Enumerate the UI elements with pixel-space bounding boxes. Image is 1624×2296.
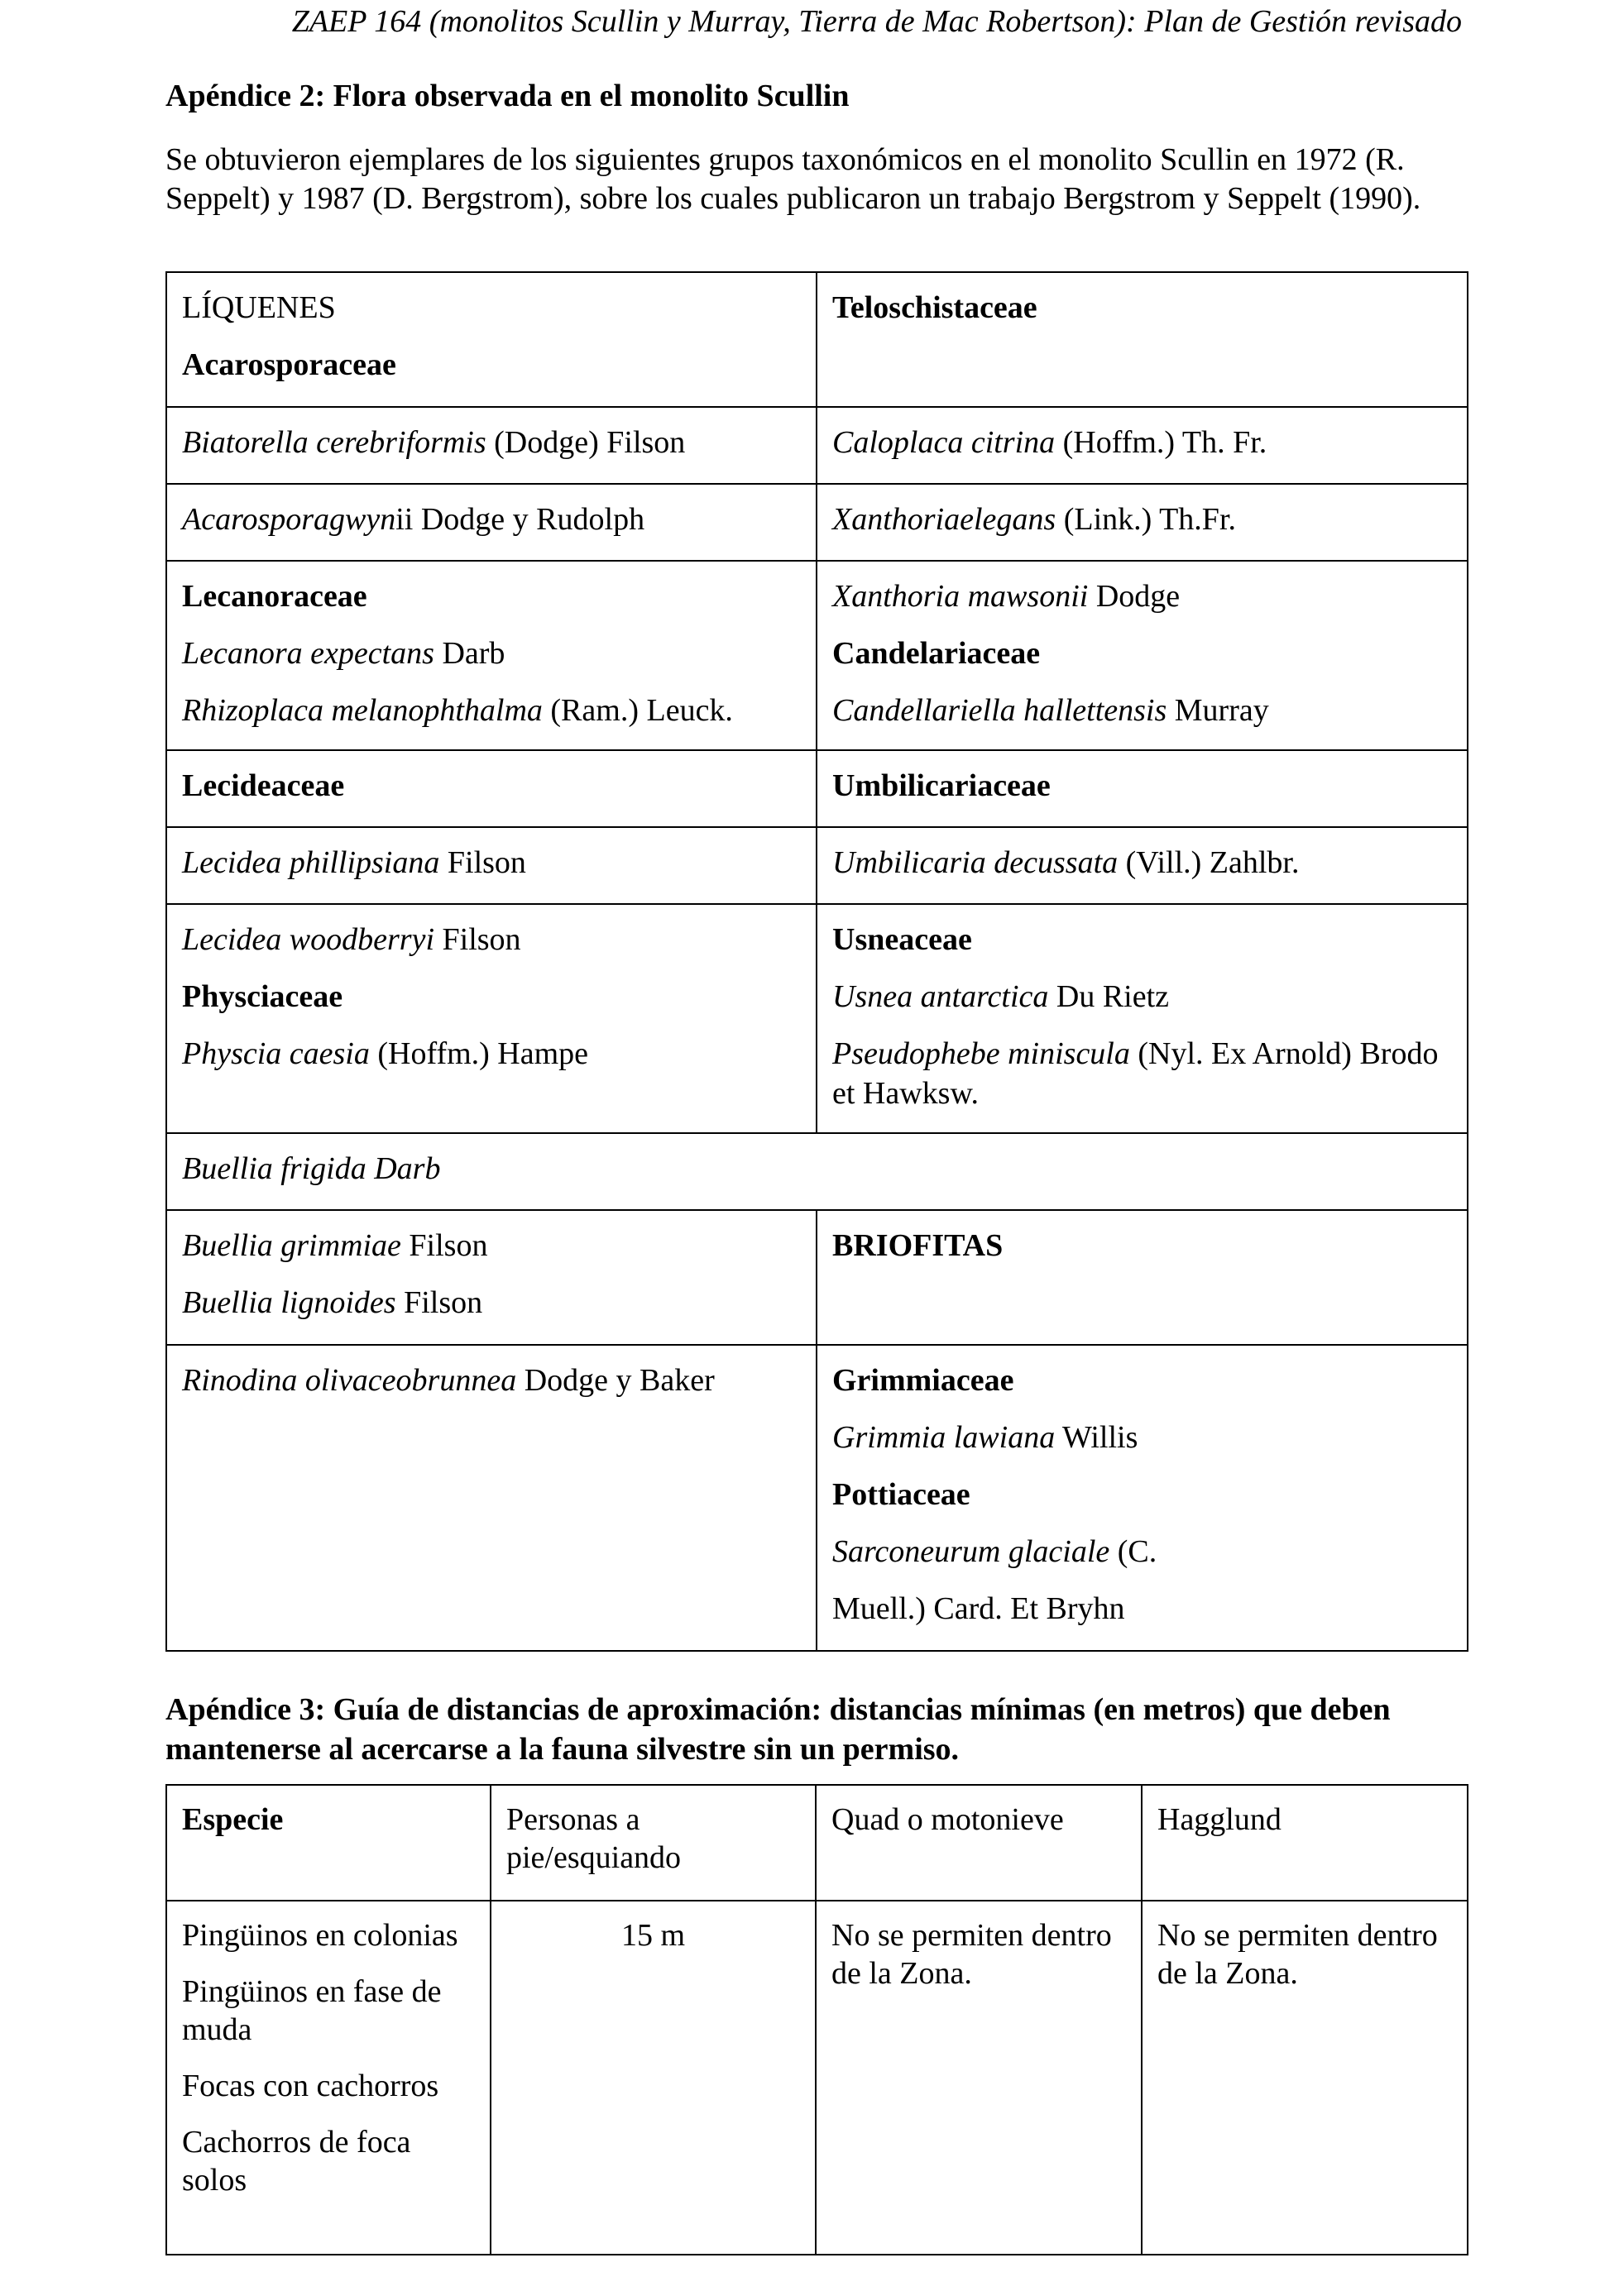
species-author: (Ram.) Leuck. xyxy=(542,693,733,728)
flora-cell-left xyxy=(166,750,817,827)
on-foot-distance: 15 m xyxy=(491,1901,816,2255)
species-name: Candellariella hallettensis xyxy=(832,693,1167,728)
table-row xyxy=(166,1901,1468,2255)
species-entry xyxy=(182,634,801,673)
species-entry xyxy=(182,1226,801,1265)
species-author: Filson xyxy=(434,922,521,957)
species-name: Caloplaca citrina xyxy=(832,425,1056,460)
table-row xyxy=(166,272,1468,407)
species-name: Acarosporagwyn xyxy=(182,502,396,537)
flora-cell-left xyxy=(166,1345,817,1651)
flora-cell-full xyxy=(166,1133,1468,1210)
flora-cell-left xyxy=(166,407,817,484)
species-entry xyxy=(182,920,801,959)
species-author: Filson xyxy=(395,1285,483,1320)
header-on-foot: Personas a pie/esquiando xyxy=(491,1785,816,1901)
flora-cell-right xyxy=(817,407,1468,484)
species-author: (Hoffm.) Th. Fr. xyxy=(1055,425,1267,460)
flora-cell-right xyxy=(817,1345,1468,1651)
species-author: (Nyl. Ex Arnold) Brodo et Hawksw. xyxy=(832,1036,1439,1111)
species-name: Biatorella cerebriformis xyxy=(182,425,486,460)
flora-cell-left xyxy=(166,904,817,1133)
family-heading: BRIOFITAS xyxy=(832,1228,1004,1263)
species-author: (Link.) Th.Fr. xyxy=(1056,502,1236,537)
table-row xyxy=(166,484,1468,561)
flora-cell-right xyxy=(817,484,1468,561)
species-item: Focas con cachorros xyxy=(182,2069,439,2103)
species-name: Xanthoriaelegans xyxy=(832,502,1056,537)
appendix-3-title: Apéndice 3: Guía de distancias de aproximación: distancias mínimas (en metros) que deben mantenerse al acercarse a la fauna silvestre sin un permiso. xyxy=(165,1692,1391,1767)
species-name: Buellia grimmiae xyxy=(182,1228,401,1263)
species-entry xyxy=(182,691,801,730)
species-entry xyxy=(832,691,1452,730)
table-row xyxy=(166,1210,1468,1345)
family-heading: Lecanoraceae xyxy=(182,579,367,614)
flora-text: LÍQUENES xyxy=(182,290,336,325)
species-name: Rinodina olivaceobrunnea xyxy=(182,1363,517,1398)
species-entry xyxy=(832,1034,1452,1113)
table-row xyxy=(166,750,1468,827)
species-author: (C. xyxy=(1109,1534,1157,1569)
species-item: Cachorros de foca solos xyxy=(182,2125,411,2198)
flora-cell-left xyxy=(166,1210,817,1345)
species-entry xyxy=(182,423,801,462)
species-entry xyxy=(832,423,1452,462)
species-author: (Hoffm.) Hampe xyxy=(369,1036,589,1071)
species-name: Grimmia lawiana xyxy=(832,1420,1056,1455)
table-row xyxy=(166,827,1468,904)
flora-text: Muell.) Card. Et Bryhn xyxy=(832,1591,1125,1626)
flora-cell-right xyxy=(817,827,1468,904)
species-author: (Dodge) Filson xyxy=(486,425,686,460)
table-row xyxy=(166,561,1468,750)
appendix-2-title: Apéndice 2: Flora observada en el monolito Scullin xyxy=(165,79,850,113)
flora-text: Buellia frigida Darb xyxy=(182,1151,441,1186)
species-entry xyxy=(832,1418,1452,1457)
flora-cell-left xyxy=(166,272,817,407)
flora-cell-left xyxy=(166,561,817,750)
flora-cell-left xyxy=(166,484,817,561)
species-author: Dodge y Baker xyxy=(516,1363,715,1398)
species-author: ii Dodge y Rudolph xyxy=(395,502,645,537)
species-name: Lecanora expectans xyxy=(182,636,434,671)
header-quad: Quad o motonieve xyxy=(816,1785,1142,1901)
species-name: Umbilicaria decussata xyxy=(832,845,1119,880)
species-cell xyxy=(166,1901,491,2255)
quad-distance: No se permiten dentro de la Zona. xyxy=(816,1901,1142,2255)
species-entry xyxy=(182,1034,801,1074)
species-author: Murray xyxy=(1167,693,1269,728)
table-row xyxy=(166,1133,1468,1210)
species-entry xyxy=(182,500,801,539)
species-entry xyxy=(832,576,1452,616)
species-author: Willis xyxy=(1055,1420,1138,1455)
flora-cell-right xyxy=(817,561,1468,750)
species-name: Pseudophebe miniscula xyxy=(832,1036,1130,1071)
family-heading: Teloschistaceae xyxy=(832,290,1037,325)
running-header: ZAEP 164 (monolitos Scullin y Murray, Tierra de Mac Robertson): Plan de Gestión revisado xyxy=(291,4,1462,39)
flora-cell-right xyxy=(817,1210,1468,1345)
species-name: Sarconeurum glaciale xyxy=(832,1534,1110,1569)
family-heading: Usneaceae xyxy=(832,922,972,957)
species-entry xyxy=(182,1361,801,1400)
family-heading: Acarosporaceae xyxy=(182,347,396,382)
hagglund-distance: No se permiten dentro de la Zona. xyxy=(1142,1901,1468,2255)
appendix-2-intro: Se obtuvieron ejemplares de los siguientes grupos taxonómicos en el monolito Scullin en 1972 (R. Seppelt) y 1987 (D. Bergstrom), sobre los cuales publicaron un trabajo Bergstrom y Seppelt (1990). xyxy=(165,142,1421,216)
species-entry xyxy=(832,1532,1452,1571)
header-hagglund: Hagglund xyxy=(1142,1785,1468,1901)
species-name: Rhizoplaca melanophthalma xyxy=(182,693,543,728)
species-author: (Vill.) Zahlbr. xyxy=(1118,845,1300,880)
family-heading: Pottiaceae xyxy=(832,1477,970,1512)
family-heading: Lecideaceae xyxy=(182,768,345,803)
species-name: Buellia lignoides xyxy=(182,1285,396,1320)
species-name: Lecidea phillipsiana xyxy=(182,845,440,880)
flora-cell-left xyxy=(166,827,817,904)
family-heading: Physciaceae xyxy=(182,979,343,1014)
flora-table xyxy=(165,271,1468,1652)
species-author: Darb xyxy=(434,636,505,671)
species-author: Filson xyxy=(439,845,526,880)
species-entry xyxy=(832,500,1452,539)
species-entry xyxy=(832,843,1452,883)
species-entry xyxy=(182,843,801,883)
species-author: Du Rietz xyxy=(1048,979,1170,1014)
species-name: Lecidea woodberryi xyxy=(182,922,435,957)
flora-cell-right xyxy=(817,904,1468,1133)
species-author: Dodge xyxy=(1088,579,1181,614)
family-heading: Grimmiaceae xyxy=(832,1363,1014,1398)
approach-distance-table xyxy=(165,1784,1468,2255)
flora-cell-right xyxy=(817,272,1468,407)
table-row xyxy=(166,904,1468,1133)
table-header-row xyxy=(166,1785,1468,1901)
family-heading: Umbilicariaceae xyxy=(832,768,1051,803)
species-item: Pingüinos en fase de muda xyxy=(182,1974,442,2047)
table-row xyxy=(166,407,1468,484)
species-name: Physcia caesia xyxy=(182,1036,370,1071)
family-heading: Candelariaceae xyxy=(832,636,1041,671)
species-item: Pingüinos en colonias xyxy=(182,1918,458,1953)
header-species: Especie xyxy=(166,1785,491,1901)
table-row xyxy=(166,1345,1468,1651)
species-name: Usnea antarctica xyxy=(832,979,1049,1014)
species-name: Xanthoria mawsonii xyxy=(832,579,1089,614)
species-entry xyxy=(832,977,1452,1016)
species-author: Filson xyxy=(400,1228,488,1263)
flora-cell-right xyxy=(817,750,1468,827)
species-entry xyxy=(182,1283,801,1323)
